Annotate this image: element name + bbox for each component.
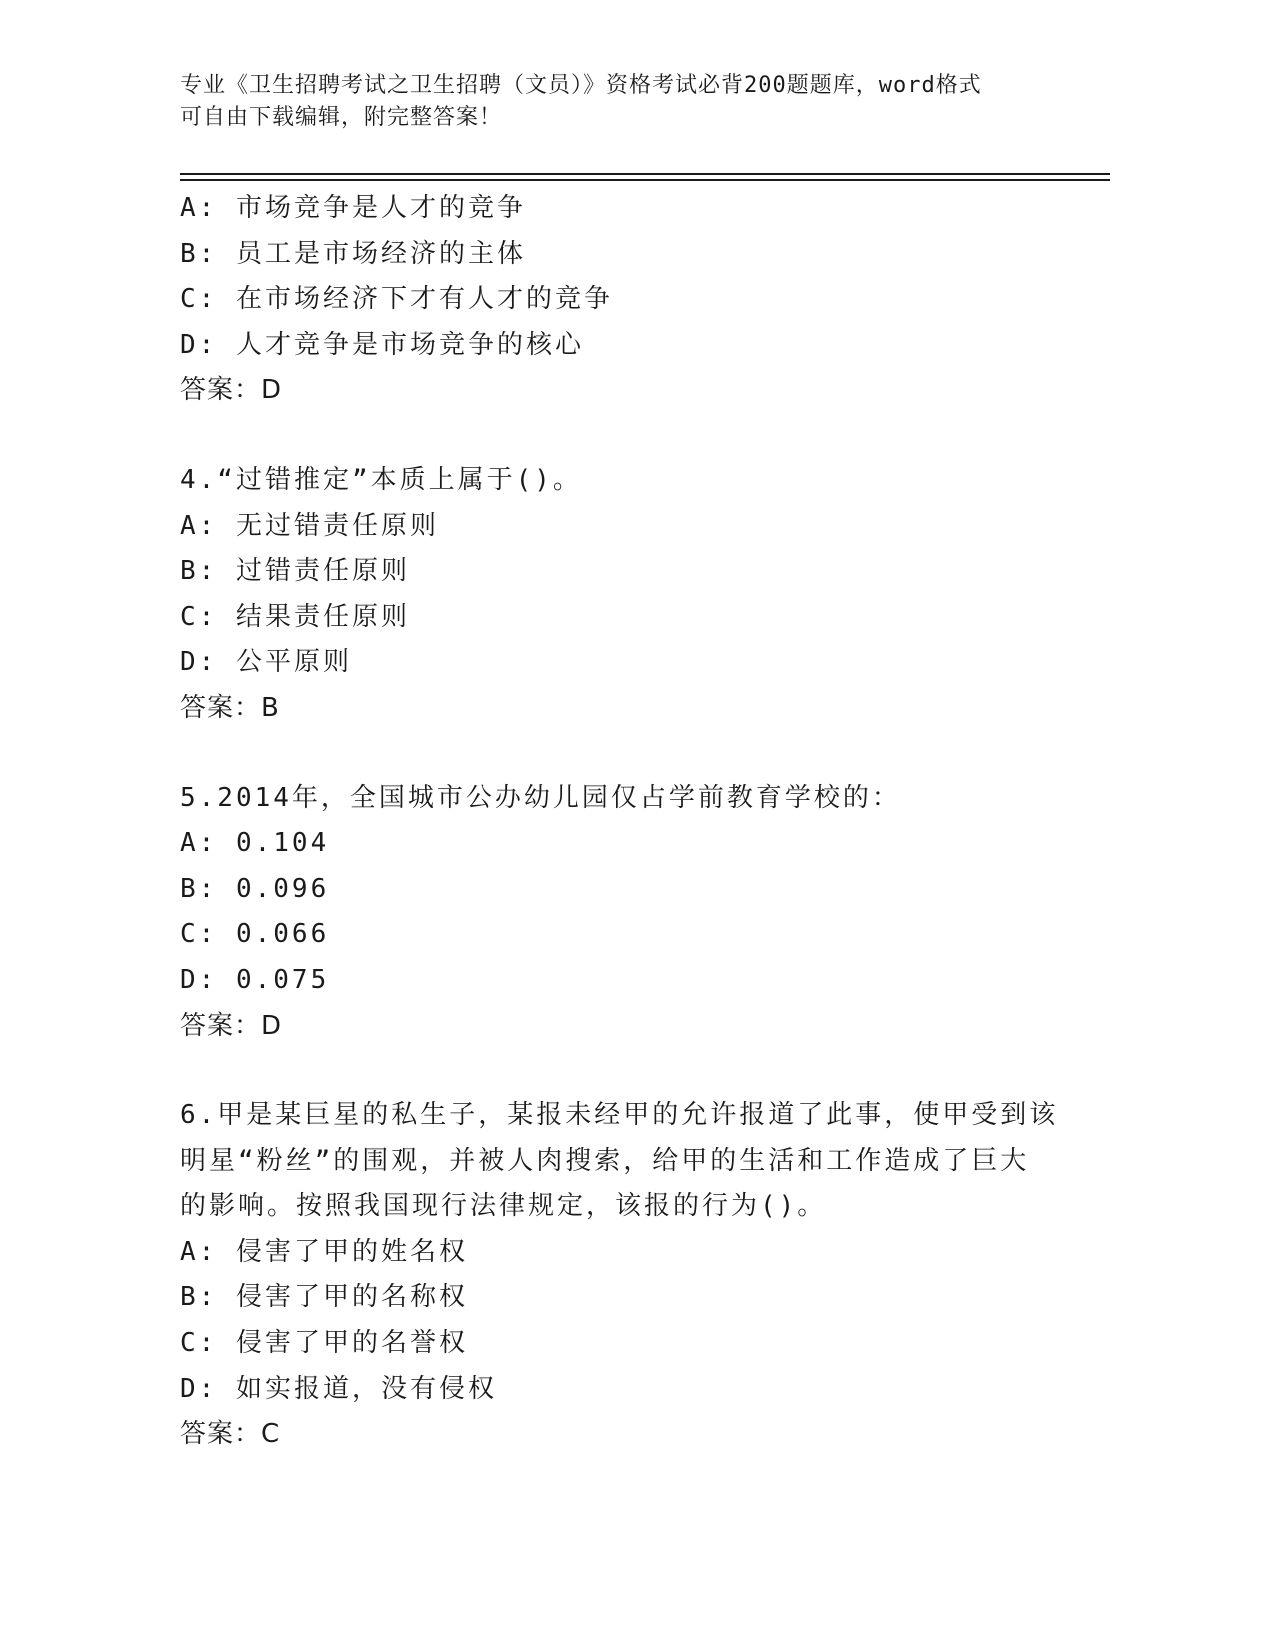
option-b: B: 0.096 [180,873,330,904]
answer-line: 答案：B [180,692,280,723]
question-text-line-2: 明星“粉丝”的围观，并被人肉搜索，给甲的生活和工作造成了巨大 [180,1145,1030,1176]
header-title-line-1: 专业《卫生招聘考试之卫生招聘（文员）》资格考试必背200题题库，word格式 [180,73,982,98]
answer-line: 答案：D [180,375,283,406]
option-b: B: 侵害了甲的名称权 [180,1282,468,1313]
option-d: D: 如实报道，没有侵权 [180,1373,497,1404]
option-a: A: 市场竞争是人才的竞争 [180,193,526,223]
spacer [180,1049,1110,1093]
spacer [180,732,1110,776]
spacer [180,414,1110,458]
header-title-line-2: 可自由下载编辑，附完整答案！ [180,105,503,130]
header-divider-bottom [180,179,1110,181]
option-a: A: 侵害了甲的姓名权 [180,1236,468,1267]
question-text-line-3: 的影响。按照我国现行法律规定，该报的行为()。 [180,1191,827,1222]
option-a: A: 0.104 [180,828,330,859]
answer-line: 答案：D [180,1010,283,1041]
question-text-line-1: 6.甲是某巨星的私生子，某报未经甲的允许报道了此事，使甲受到该 [180,1100,1059,1131]
question-text: 4.“过错推定”本质上属于()。 [180,464,582,495]
question-block-4 [180,458,1110,732]
option-d: D: 公平原则 [180,647,352,678]
question-block-6 [180,1093,1110,1458]
answer-line: 答案：C [180,1419,281,1450]
option-c: C: 在市场经济下才有人才的竞争 [180,284,613,315]
option-c: C: 侵害了甲的名誉权 [180,1328,468,1359]
document-header [180,70,1110,134]
option-b: B: 过错责任原则 [180,556,410,587]
option-b: B: 员工是市场经济的主体 [180,238,526,269]
question-block-5 [180,776,1110,1050]
option-d: D: 0.075 [180,964,330,995]
question-block-3 [180,186,1110,414]
option-c: C: 结果责任原则 [180,601,410,632]
option-d: D: 人才竞争是市场竞争的核心 [180,329,584,360]
header-divider-top [180,173,1110,175]
option-c: C: 0.066 [180,919,330,950]
question-list [180,186,1110,1458]
option-a: A: 无过错责任原则 [180,510,439,541]
question-text: 5.2014年，全国城市公办幼儿园仅占学前教育学校的： [180,782,901,813]
